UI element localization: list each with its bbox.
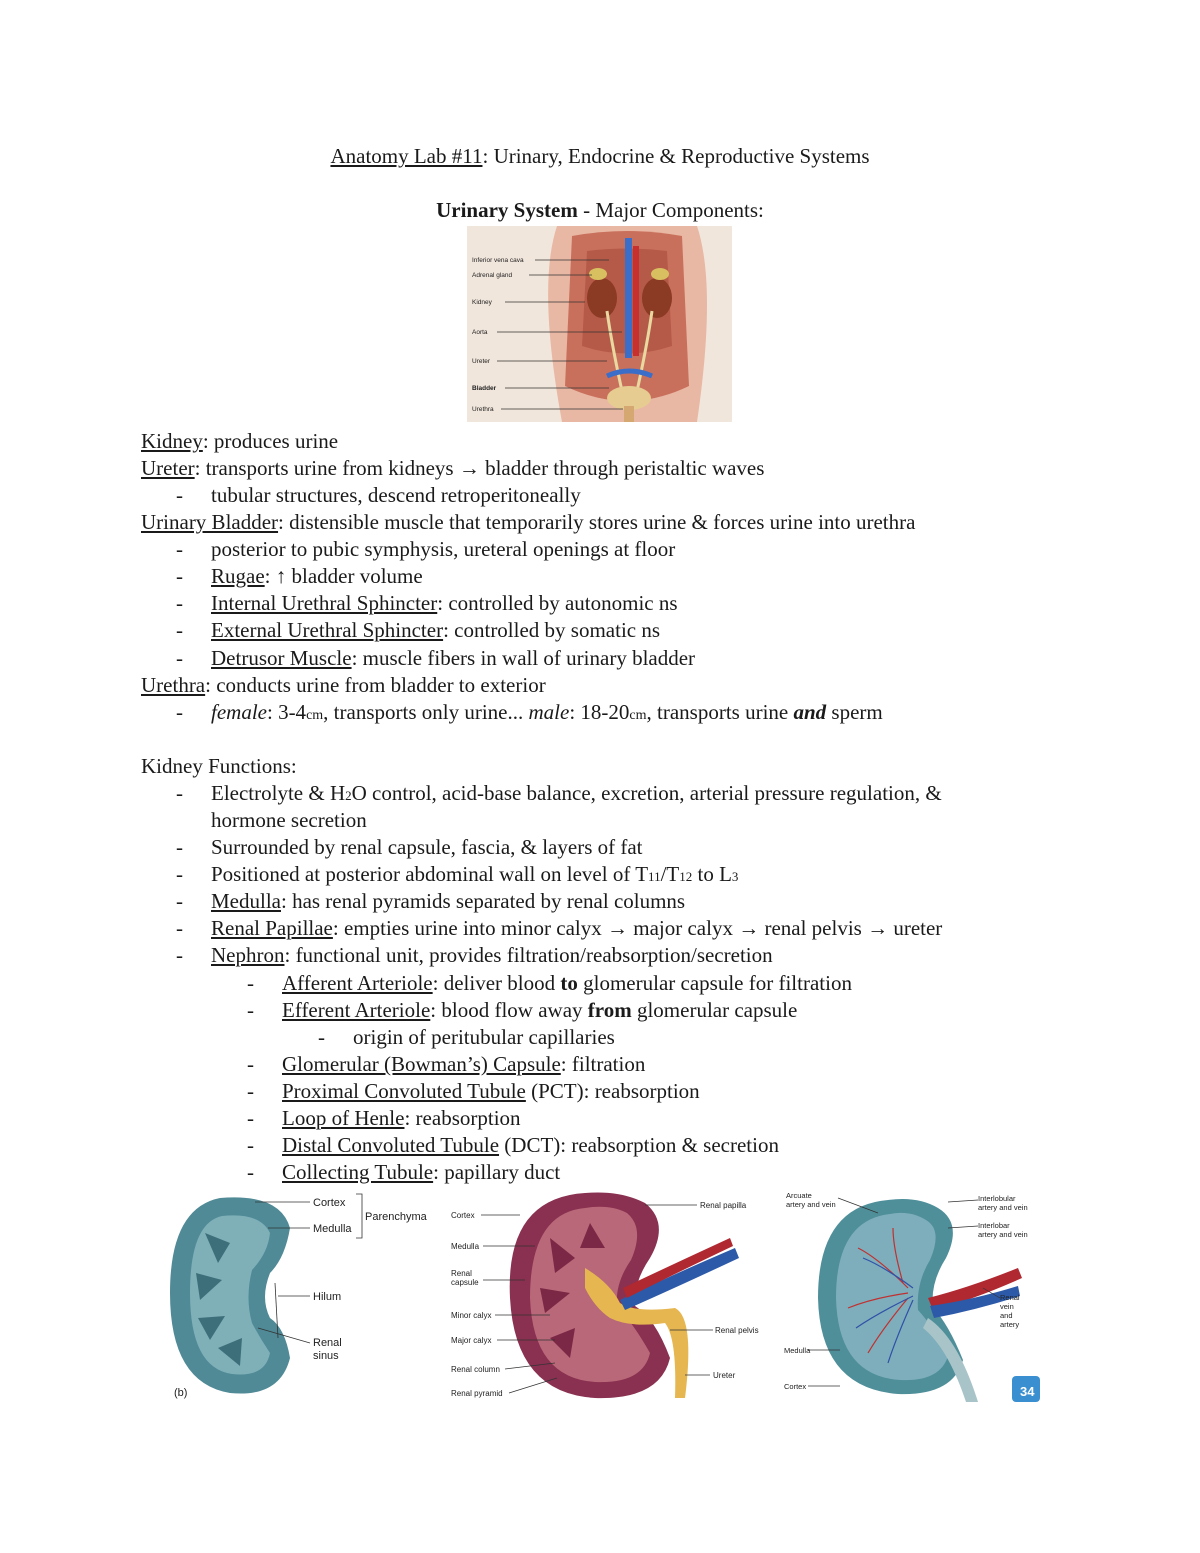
ureter-sub-line: tubular structures, descend retroperitoneally [211, 483, 581, 507]
ureter-line: Ureter: transports urine from kidneys → bladder through peristaltic waves [141, 456, 765, 480]
fig-label: vein [1000, 1302, 1014, 1311]
bladder-sub-line: posterior to pubic symphysis, ureteral openings at floor [211, 537, 676, 561]
bladder-sub-line: External Urethral Sphincter: controlled by somatic ns [211, 618, 661, 642]
nephron-line: Glomerular (Bowman’s) Capsule: filtration [282, 1052, 646, 1076]
fig-label: artery and vein [786, 1200, 836, 1209]
fig-label: Kidney [472, 299, 492, 306]
function-line: hormone secretion [211, 808, 367, 832]
fig-label: Parenchyma [365, 1211, 427, 1223]
bladder-line: Urinary Bladder: distensible muscle that temporarily stores urine & forces urine into urethra [141, 510, 916, 534]
fig-label: Hilum [313, 1291, 342, 1303]
bullet-dash: - [176, 618, 183, 642]
fig-label: Renal [1000, 1293, 1020, 1302]
section-heading: Urinary System - Major Components: [436, 198, 764, 222]
fig-label: Renal [313, 1337, 342, 1349]
bullet-dash: - [176, 862, 183, 886]
fig-label: artery and vein [978, 1230, 1028, 1239]
bladder-sub-line: Internal Urethral Sphincter: controlled by autonomic ns [211, 591, 678, 615]
slide-number: 34 [1020, 1384, 1035, 1399]
fig-label: artery and vein [978, 1203, 1028, 1212]
fig-label: Renal pyramid [451, 1389, 503, 1398]
fig-label: Cortex [313, 1197, 346, 1209]
bullet-dash: - [247, 1079, 254, 1103]
fig-label: Cortex [451, 1211, 475, 1220]
nephron-line: Collecting Tubule: papillary duct [282, 1160, 561, 1184]
bullet-dash: - [176, 943, 183, 967]
fig-label: Urethra [472, 406, 494, 413]
urethra-line: Urethra: conducts urine from bladder to exterior [141, 673, 546, 697]
bullet-dash: - [247, 1052, 254, 1076]
fig-label: Renal papilla [700, 1201, 747, 1210]
bullet-dash: - [176, 537, 183, 561]
fig-label: Arcuate [786, 1191, 812, 1200]
bullet-dash: - [176, 483, 183, 507]
nephron-line: Afferent Arteriole: deliver blood to glomerular capsule for filtration [282, 971, 852, 995]
bullet-dash: - [176, 646, 183, 670]
fig-label: Medulla [451, 1242, 480, 1251]
nephron-sub-line: origin of peritubular capillaries [353, 1025, 615, 1049]
fig-label: Cortex [784, 1382, 807, 1391]
bullet-dash: - [247, 971, 254, 995]
bullet-dash: - [247, 1160, 254, 1184]
bullet-dash: - [176, 564, 183, 588]
urinary-system-figure [467, 226, 732, 422]
bladder-sub-line: Rugae: ↑ bladder volume [211, 564, 423, 588]
bullet-dash: - [318, 1025, 325, 1049]
fig-label: and [1000, 1311, 1013, 1320]
nephron-line: Proximal Convoluted Tubule (PCT): reabsorption [282, 1079, 700, 1103]
fig-label: artery [1000, 1320, 1020, 1329]
fig-label: Minor calyx [451, 1311, 492, 1320]
fig-label: Renal column [451, 1365, 500, 1374]
bullet-dash: - [247, 1133, 254, 1157]
bullet-dash: - [247, 998, 254, 1022]
function-line: Positioned at posterior abdominal wall on level of T11/T12 to L3 [211, 862, 739, 886]
function-line: Renal Papillae: empties urine into minor calyx → major calyx → renal pelvis → ureter [211, 916, 943, 940]
nephron-line: Efferent Arteriole: blood flow away from glomerular capsule [282, 998, 798, 1022]
kidney-vasculature-figure [778, 1188, 1040, 1402]
fig-label: Ureter [472, 358, 491, 365]
function-line: Nephron: functional unit, provides filtration/reabsorption/secretion [211, 943, 773, 967]
function-line: Medulla: has renal pyramids separated by renal columns [211, 889, 686, 913]
bladder-sub-line: Detrusor Muscle: muscle fibers in wall of urinary bladder [211, 646, 696, 670]
bullet-dash: - [176, 916, 183, 940]
fig-label: Medulla [784, 1346, 811, 1355]
bullet-dash: - [176, 700, 183, 724]
fig-label: capsule [451, 1278, 479, 1287]
fig-label: Interlobular [978, 1194, 1016, 1203]
fig-label: Interlobar [978, 1221, 1010, 1230]
bullet-dash: - [176, 835, 183, 859]
kidney-section-figure [160, 1188, 440, 1402]
fig-label: Aorta [472, 329, 488, 336]
fig-label: (b) [174, 1387, 188, 1399]
fig-label: Bladder [472, 385, 497, 392]
fig-label: Major calyx [451, 1336, 492, 1345]
fig-label: Adrenal gland [472, 272, 513, 279]
page-title: Anatomy Lab #11: Urinary, Endocrine & Reproductive Systems [330, 144, 870, 168]
fig-label: Renal pelvis [715, 1326, 759, 1335]
nephron-line: Distal Convoluted Tubule (DCT): reabsorption & secretion [282, 1133, 779, 1157]
bullet-dash: - [176, 781, 183, 805]
urethra-sub-line: female: 3-4cm, transports only urine... male: 18-20cm, transports urine and sperm [211, 700, 883, 724]
bullet-dash: - [176, 889, 183, 913]
fig-label: sinus [313, 1350, 339, 1362]
functions-heading: Kidney Functions: [141, 754, 297, 778]
bullet-dash: - [247, 1106, 254, 1130]
function-line: Electrolyte & H2O control, acid-base balance, excretion, arterial pressure regulation, & [211, 781, 942, 805]
kidney-internal-figure [445, 1188, 771, 1402]
function-line: Surrounded by renal capsule, fascia, & layers of fat [211, 835, 643, 859]
fig-label: Ureter [713, 1371, 736, 1380]
fig-label: Renal [451, 1269, 472, 1278]
fig-label: Medulla [313, 1223, 352, 1235]
nephron-line: Loop of Henle: reabsorption [282, 1106, 521, 1130]
bullet-dash: - [176, 591, 183, 615]
fig-label: Inferior vena cava [472, 257, 524, 264]
kidney-line: Kidney: produces urine [141, 429, 339, 453]
